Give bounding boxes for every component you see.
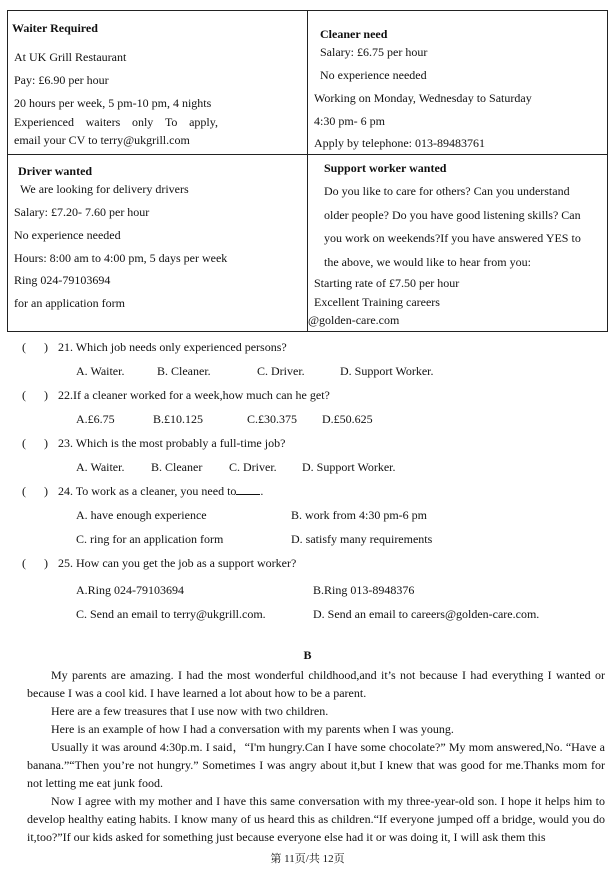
option-b[interactable]: B.£10.125	[153, 412, 204, 426]
option-a[interactable]: A.£6.75	[76, 412, 115, 426]
ad-waiter	[7, 10, 308, 155]
ad-support-line: Starting rate of £7.50 per hour	[314, 276, 460, 290]
option-c[interactable]: C.£30.375	[247, 412, 298, 426]
answer-paren-close: )	[44, 340, 48, 354]
answer-paren-open[interactable]: (	[22, 436, 26, 450]
ad-support-line: Do you like to care for others? Can you understand	[324, 184, 570, 198]
section-heading: B	[303, 648, 312, 662]
option-c[interactable]: C. Driver.	[257, 364, 305, 378]
passage-paragraph: Now I agree with my mother and I have this same conversation with my three-year-old son. I hope it helps him to develop healthy eating habits. I know many of us heard this as children.“If everyone jumped off a bridge, would you do it,too?”If our kids asked for something just because everyone else had it or was doing it, I will ask them this	[27, 794, 605, 844]
answer-paren-close: )	[44, 484, 48, 498]
option-a[interactable]: A.Ring 024-79103694	[76, 583, 184, 597]
ad-driver-line: Salary: £7.20- 7.60 per hour	[14, 205, 150, 219]
option-c[interactable]: C. ring for an application form	[76, 532, 224, 546]
job-ads-table	[7, 10, 608, 332]
ad-waiter-line: email your CV to terry@ukgrill.com	[14, 133, 190, 147]
ad-waiter-title: Waiter Required	[12, 21, 98, 35]
ad-driver	[7, 154, 308, 332]
ad-driver-title: Driver wanted	[18, 164, 93, 178]
answer-paren-open[interactable]: (	[22, 340, 26, 354]
option-a[interactable]: A. have enough experience	[76, 508, 207, 522]
option-d[interactable]: D.£50.625	[322, 412, 373, 426]
question-text: 21. Which job needs only experienced persons?	[58, 340, 287, 354]
question-text: 22.If a cleaner worked for a week,how much can he get?	[58, 388, 330, 402]
answer-paren-open[interactable]: (	[22, 556, 26, 570]
ad-support-worker	[307, 154, 608, 332]
option-b[interactable]: B. Cleaner.	[157, 364, 211, 378]
option-c[interactable]: C. Driver.	[229, 460, 277, 474]
ad-support-line: the above, we would like to hear from you:	[324, 255, 531, 269]
ad-cleaner-line: Apply by telephone: 013-89483761	[314, 136, 485, 150]
ad-support-line: older people? Do you have good listening skills? Can	[324, 208, 581, 222]
option-b[interactable]: B. Cleaner	[151, 460, 203, 474]
ad-support-line: Excellent Training careers	[314, 295, 440, 309]
option-a[interactable]: A. Waiter.	[76, 460, 125, 474]
ad-cleaner-line: No experience needed	[320, 68, 427, 82]
ad-driver-line: Hours: 8:00 am to 4:00 pm, 5 days per week	[14, 251, 228, 265]
option-d[interactable]: D. Send an email to careers@golden-care.com.	[313, 607, 540, 621]
question-text: 23. Which is the most probably a full-time job?	[58, 436, 286, 450]
section-b-passage	[27, 666, 605, 846]
passage-paragraph: Usually it was around 4:30p.m. I said，“I'm hungry.Can I have some chocolate?” My mom answered,No. “Have a banana.”“Then you’re not hungry.” Sometimes I was angry about it,but I knew that was good for me.Thanks mom for not letting me eat junk food.	[27, 740, 605, 790]
option-d[interactable]: D. satisfy many requirements	[291, 532, 433, 546]
question-text: 25. How can you get the job as a support worker?	[58, 556, 297, 570]
ad-cleaner-line: Working on Monday, Wednesday to Saturday	[314, 91, 532, 105]
ad-waiter-line: 20 hours per week, 5 pm-10 pm, 4 nights	[14, 96, 212, 110]
ad-waiter-line: Experienced waiters only To apply,	[14, 115, 218, 129]
answer-paren-close: )	[44, 556, 48, 570]
option-d[interactable]: D. Support Worker.	[302, 460, 396, 474]
question-text: 24. To work as a cleaner, you need to .	[58, 484, 264, 498]
ad-cleaner-line: Salary: £6.75 per hour	[320, 45, 428, 59]
ad-driver-line: Ring 024-79103694	[14, 273, 111, 287]
ad-waiter-line: At UK Grill Restaurant	[14, 50, 127, 64]
ad-support-line: you work on weekends?If you have answered YES to	[324, 231, 581, 245]
passage-paragraph: My parents are amazing. I had the most wonderful childhood,and it’s not because I had everything I wanted or because I was a cool kid. I have learned a lot about how to be a parent.	[27, 668, 605, 700]
option-c[interactable]: C. Send an email to terry@ukgrill.com.	[76, 607, 266, 621]
ad-cleaner-line: 4:30 pm- 6 pm	[314, 114, 385, 128]
page-number: 第 11页/共 12页	[270, 853, 345, 865]
ad-driver-line: We are looking for delivery drivers	[20, 182, 189, 196]
ad-waiter-line: Pay: £6.90 per hour	[14, 73, 109, 87]
option-a[interactable]: A. Waiter.	[76, 364, 125, 378]
answer-paren-open[interactable]: (	[22, 388, 26, 402]
answer-paren-close: )	[44, 388, 48, 402]
passage-paragraph: Here are a few treasures that I use now with two children.	[51, 704, 329, 718]
fill-blank[interactable]	[236, 484, 260, 495]
answer-paren-open[interactable]: (	[22, 484, 26, 498]
answer-paren-close: )	[44, 436, 48, 450]
ad-cleaner-title: Cleaner need	[320, 27, 388, 41]
ad-driver-line: for an application form	[14, 296, 125, 310]
option-b[interactable]: B. work from 4:30 pm-6 pm	[291, 508, 427, 522]
passage-paragraph: Here is an example of how I had a conversation with my parents when I was young.	[51, 722, 454, 736]
option-b[interactable]: B.Ring 013-8948376	[313, 583, 415, 597]
ad-support-title: Support worker wanted	[324, 161, 447, 175]
option-d[interactable]: D. Support Worker.	[340, 364, 434, 378]
ad-driver-line: No experience needed	[14, 228, 121, 242]
ad-cleaner	[307, 10, 608, 155]
ad-support-line: @golden-care.com	[308, 313, 400, 327]
